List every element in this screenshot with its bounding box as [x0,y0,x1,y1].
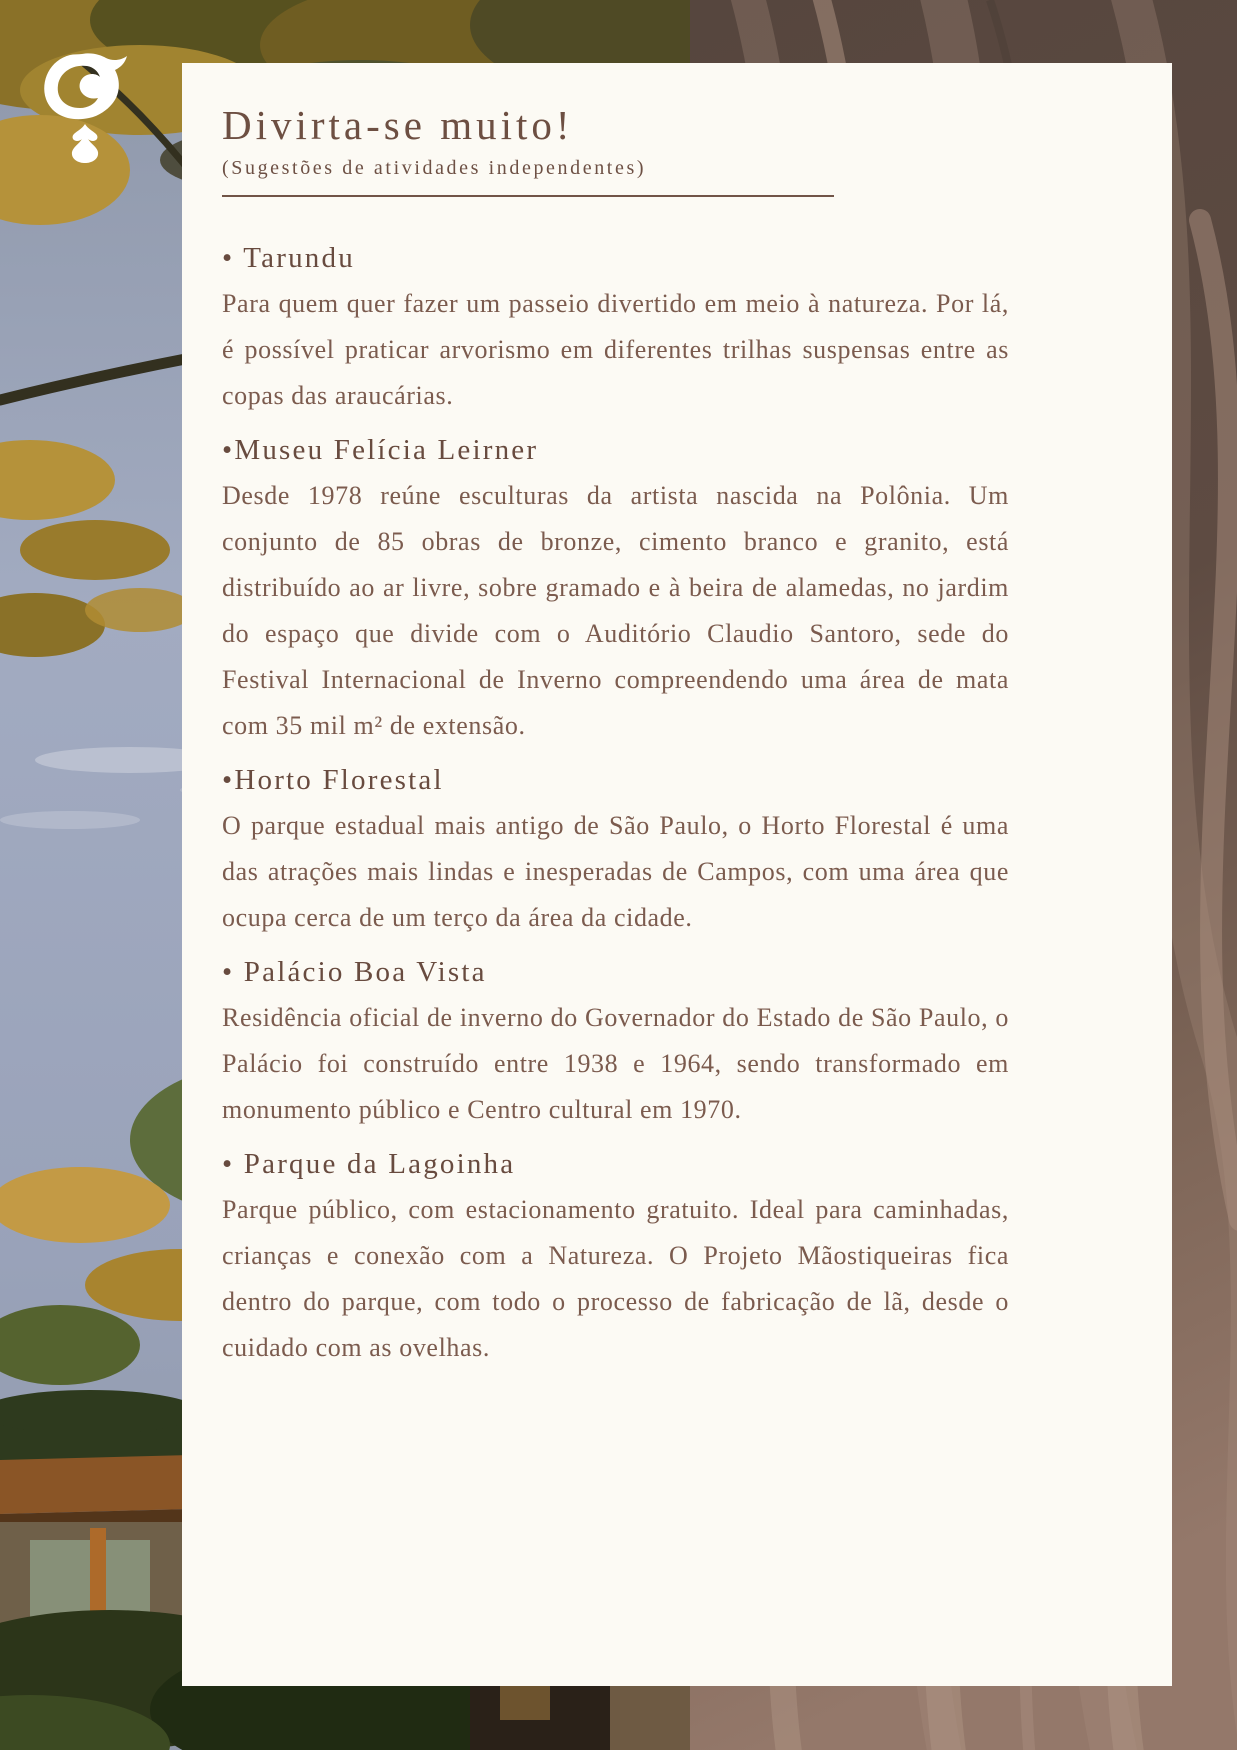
activity-description: Desde 1978 reúne esculturas da artista nascida na Polônia. Um conjunto de 85 obras de bronze, cimento branco e granito, está distribuído ao ar livre, sobre gramado e à beira de alamedas, no jardim do espaço que divide com o Auditório Claudio Santoro, sede do Festival Internacional de Inverno compreendendo uma área de mata com 35 mil m² de extensão. [222,481,1009,740]
activity-section [222,427,1009,749]
activity-description: Parque público, com estacionamento gratuito. Ideal para caminhadas, crianças e conexão com a Natureza. O Projeto Mãostiqueiras fica dentro do parque, com todo o processo de fabricação de lã, desde o cuidado com as ovelhas. [222,1195,1009,1362]
activity-description: Residência oficial de inverno do Governador do Estado de São Paulo, o Palácio foi construído entre 1938 e 1964, sendo transformado em monumento público e Centro cultural em 1970. [222,1003,1009,1124]
title-divider-line [222,195,834,197]
activity-section [222,757,1009,941]
activity-description: O parque estadual mais antigo de São Paulo, o Horto Florestal é uma das atrações mais lindas e inesperadas de Campos, com uma área que ocupa cerca de um terço da área da cidade. [222,811,1009,932]
brand-logo [34,50,136,164]
brand-logo-icon [34,50,136,164]
activity-section [222,235,1009,419]
page-title: Divirta-se muito! [222,102,574,148]
content-card [182,63,1172,1686]
page-subtitle: (Sugestões de atividades independentes) [222,157,647,179]
card-inner [182,63,1172,1371]
activity-heading: • Palácio Boa Vista [222,956,487,988]
activity-heading: •Horto Florestal [222,764,444,796]
activity-section [222,949,1009,1133]
activity-heading: • Tarundu [222,242,355,274]
activity-section [222,1141,1009,1371]
activity-description: Para quem quer fazer um passeio divertido em meio à natureza. Por lá, é possível praticar arvorismo em diferentes trilhas suspensas entre as copas das araucárias. [222,289,1009,410]
activity-list [222,235,1009,1371]
activity-heading: •Museu Felícia Leirner [222,434,539,466]
activity-heading: • Parque da Lagoinha [222,1148,516,1180]
